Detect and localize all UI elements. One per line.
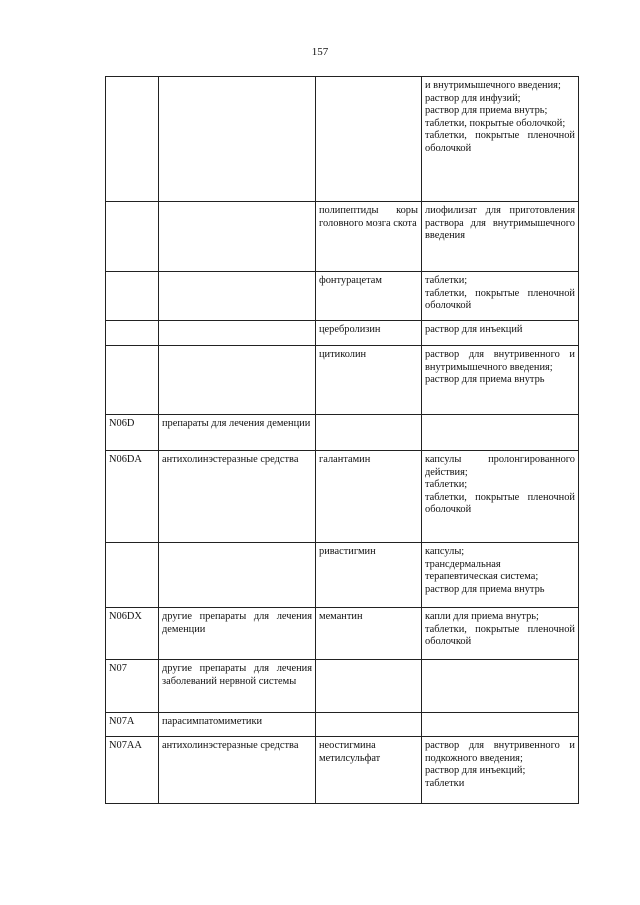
substance-cell bbox=[316, 415, 422, 451]
substance-cell: цитиколин bbox=[316, 346, 422, 415]
forms-cell bbox=[422, 77, 579, 202]
atc-code-cell: N07A bbox=[106, 713, 159, 737]
table-row bbox=[106, 660, 579, 713]
form-line: трансдермальная терапевтическая система; bbox=[425, 558, 539, 583]
form-line: таблетки; bbox=[425, 275, 468, 286]
table-row bbox=[106, 543, 579, 608]
form-line: раствор для инъекций; bbox=[425, 765, 526, 777]
table-row bbox=[106, 713, 579, 737]
form-line: таблетки; bbox=[425, 479, 468, 491]
group-cell: парасимпатомиметики bbox=[159, 713, 316, 737]
group-cell bbox=[159, 321, 316, 346]
atc-code-cell: N07AA bbox=[106, 737, 159, 804]
form-line: таблетки, покрытые пленочной оболочкой bbox=[425, 491, 575, 516]
atc-code-cell bbox=[106, 77, 159, 202]
forms-cell bbox=[422, 321, 579, 346]
group-cell: другие препараты для лечения заболеваний нервной системы bbox=[159, 660, 316, 713]
form-line: таблетки, покрытые оболочкой; bbox=[425, 117, 566, 129]
form-line: раствор для приема внутрь; bbox=[425, 105, 548, 117]
group-cell bbox=[159, 77, 316, 202]
forms-cell bbox=[422, 272, 579, 321]
form-line: капли для приема внутрь; bbox=[425, 611, 539, 622]
group-cell: антихолинэстеразные средства bbox=[159, 451, 316, 543]
forms-cell bbox=[422, 451, 579, 543]
substance-cell bbox=[316, 77, 422, 202]
forms-cell bbox=[422, 713, 579, 737]
forms-cell bbox=[422, 415, 579, 451]
substance-cell: полипептиды коры головного мозга скота bbox=[316, 202, 422, 272]
substance-cell: галантамин bbox=[316, 451, 422, 543]
table-row bbox=[106, 77, 579, 202]
table-body bbox=[106, 77, 579, 804]
form-line: лиофилизат для приготовления раствора для внутримышечного введения bbox=[425, 205, 575, 242]
forms-cell bbox=[422, 608, 579, 660]
form-line: раствор для внутривенного и подкожного введения; bbox=[425, 740, 575, 764]
substance-cell: фонтурацетам bbox=[316, 272, 422, 321]
group-cell bbox=[159, 346, 316, 415]
atc-code-cell: N06DA bbox=[106, 451, 159, 543]
forms-cell bbox=[422, 660, 579, 713]
table-row bbox=[106, 202, 579, 272]
atc-code-cell: N07 bbox=[106, 660, 159, 713]
substance-cell bbox=[316, 713, 422, 737]
atc-code-cell: N06DX bbox=[106, 608, 159, 660]
substance-cell bbox=[316, 660, 422, 713]
atc-code-cell bbox=[106, 202, 159, 272]
form-line: капсулы; bbox=[425, 546, 465, 557]
table-row bbox=[106, 451, 579, 543]
atc-code-cell bbox=[106, 346, 159, 415]
form-line: таблетки, покрытые пленочной оболочкой bbox=[425, 130, 575, 154]
table-row bbox=[106, 415, 579, 451]
substance-cell: ривастигмин bbox=[316, 543, 422, 608]
group-cell: препараты для лечения деменции bbox=[159, 415, 316, 451]
form-line: таблетки, покрытые пленочной оболочкой bbox=[425, 287, 575, 312]
group-cell: другие препараты для лечения деменции bbox=[159, 608, 316, 660]
group-cell bbox=[159, 272, 316, 321]
substance-cell: церебролизин bbox=[316, 321, 422, 346]
forms-cell bbox=[422, 202, 579, 272]
table-row bbox=[106, 608, 579, 660]
form-line: и внутримышечного введения; bbox=[425, 80, 561, 91]
atc-code-cell bbox=[106, 272, 159, 321]
group-cell bbox=[159, 202, 316, 272]
substance-cell: неостигмина метилсульфат bbox=[316, 737, 422, 804]
atc-code-cell bbox=[106, 321, 159, 346]
forms-cell bbox=[422, 346, 579, 415]
substance-cell: мемантин bbox=[316, 608, 422, 660]
form-line: раствор для инфузий; bbox=[425, 92, 521, 104]
group-cell bbox=[159, 543, 316, 608]
group-cell: антихолинэстеразные средства bbox=[159, 737, 316, 804]
forms-cell bbox=[422, 737, 579, 804]
table-row bbox=[106, 321, 579, 346]
drug-table bbox=[105, 76, 579, 804]
form-line: таблетки, покрытые пленочной оболочкой bbox=[425, 623, 575, 648]
form-line: капсулы пролонгированного действия; bbox=[425, 454, 575, 478]
form-line: раствор для внутривенного и внутримышечного введения; bbox=[425, 349, 575, 373]
form-line: раствор для приема внутрь bbox=[425, 583, 545, 595]
form-line: раствор для приема внутрь bbox=[425, 374, 545, 386]
page-number: 157 bbox=[311, 46, 329, 58]
table-row bbox=[106, 737, 579, 804]
atc-code-cell: N06D bbox=[106, 415, 159, 451]
form-line: раствор для инъекций bbox=[425, 324, 523, 335]
atc-code-cell bbox=[106, 543, 159, 608]
form-line: таблетки bbox=[425, 777, 465, 789]
forms-cell bbox=[422, 543, 579, 608]
table-row bbox=[106, 272, 579, 321]
table-row bbox=[106, 346, 579, 415]
